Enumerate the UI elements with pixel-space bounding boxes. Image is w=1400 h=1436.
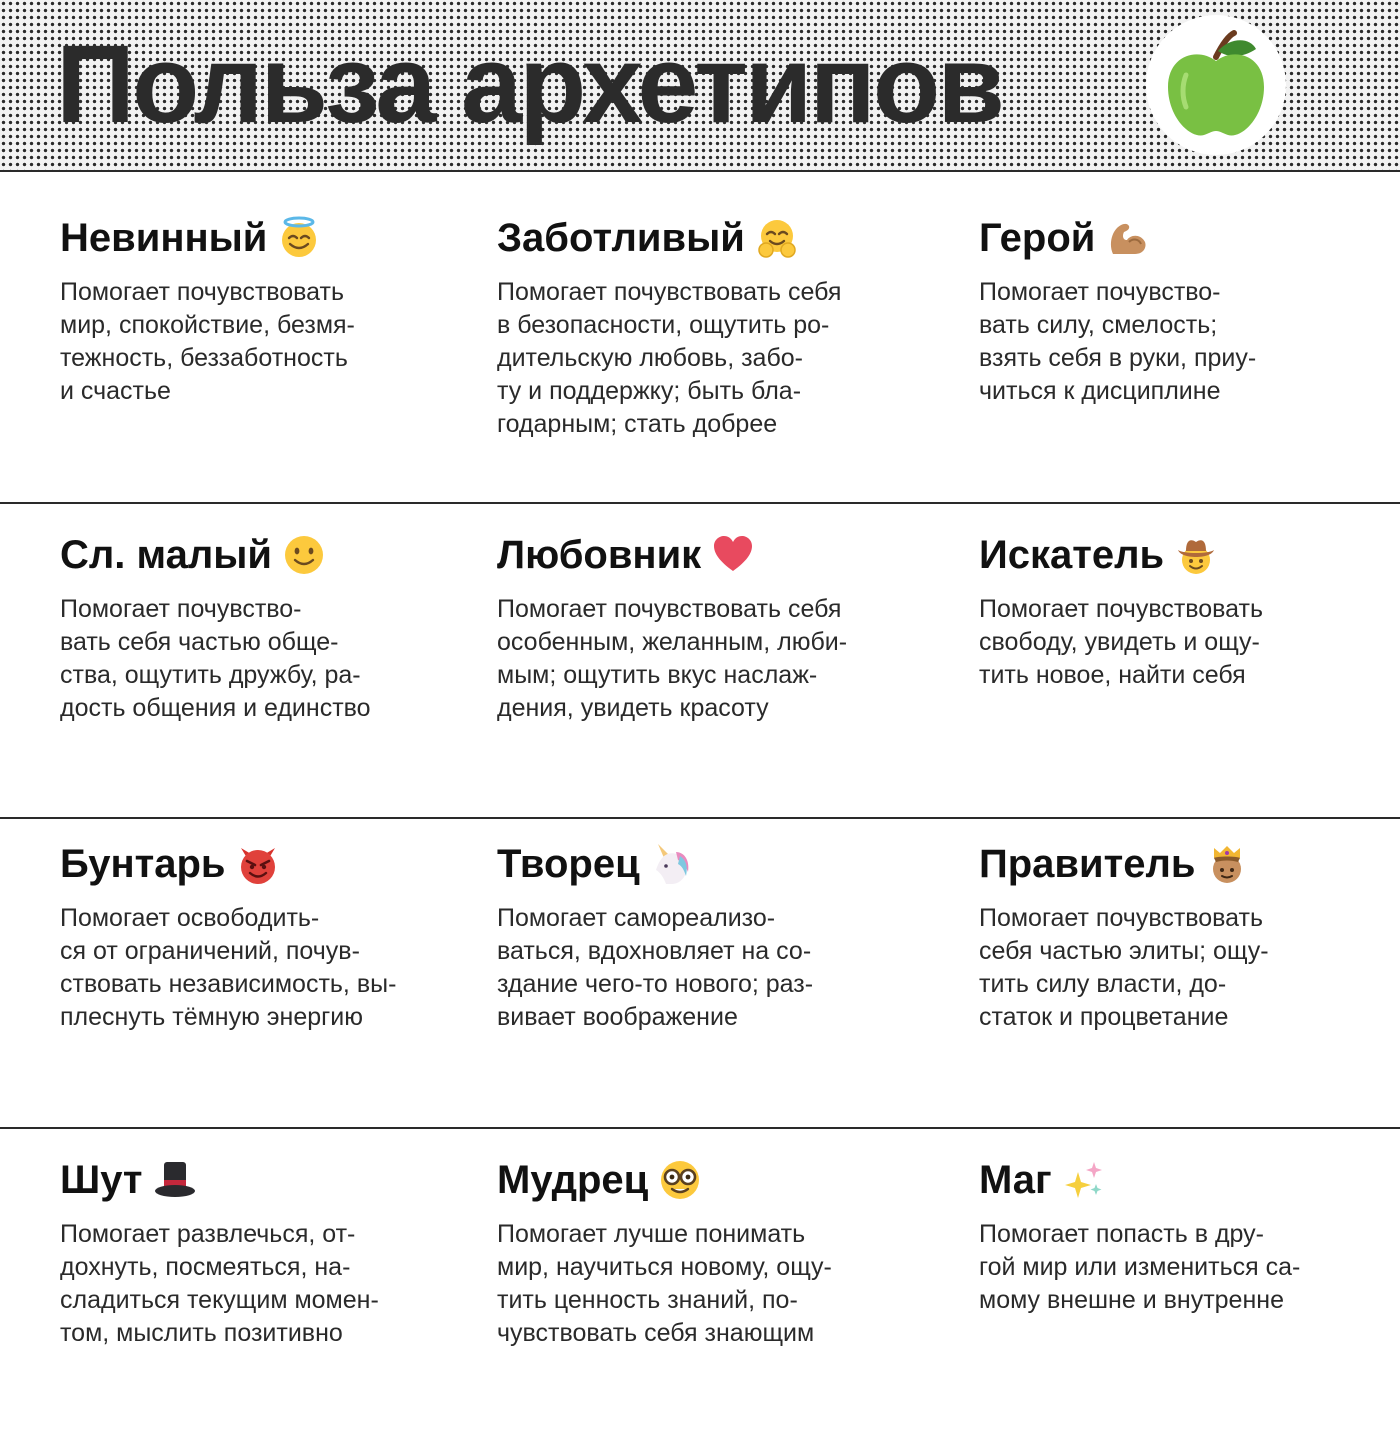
archetype-description: Помогает попасть в дру- гой мир или измениться са- мому внешне и внутренне [979,1220,1301,1314]
archetype-card-creator [497,840,937,1034]
archetype-card-innocent [60,214,480,408]
archetype-card-everyman [60,531,480,725]
archetype-card-lover [497,531,937,725]
archetype-description: Помогает почувство- вать силу, смелость; взять себя в руки, приу- читься к дисциплине [979,278,1257,405]
archetype-title [60,214,480,262]
cowboy-face-icon [1174,533,1218,577]
archetype-card-ruler [979,840,1359,1034]
row-divider [0,817,1400,819]
archetype-name: Шут [60,1158,143,1202]
archetype-name: Бунтарь [60,842,226,886]
archetype-title [979,214,1359,262]
unicorn-icon [650,842,694,886]
page-title: Польза архетипов [56,23,1002,146]
archetype-description: Помогает почувствовать свободу, увидеть и ощу- тить новое, найти себя [979,595,1264,689]
archetype-title [497,1156,937,1204]
archetype-name: Герой [979,216,1096,260]
archetype-description: Помогает почувство- вать себя частью обще- ства, ощутить дружбу, ра- дость общения и единство [60,595,371,722]
archetype-name: Заботливый [497,216,745,260]
archetype-card-caregiver [497,214,937,441]
archetype-name: Сл. малый [60,533,272,577]
archetype-description: Помогает освободить- ся от ограничений, почув- ствовать независимость, вы- плеснуть тёмную энергию [60,904,397,1031]
archetype-card-sage [497,1156,937,1350]
green-apple-icon [1146,15,1286,155]
archetype-description: Помогает почувствовать мир, спокойствие, безмя- тежность, беззаботность и счастье [60,278,355,405]
nerd-face-icon [658,1158,702,1202]
archetype-description: Помогает почувствовать себя частью элиты; ощу- тить силу власти, до- статок и процветание [979,904,1269,1031]
archetype-description: Помогает самореализо- ваться, вдохновляет на со- здание чего-то нового; раз- вивает воображение [497,904,814,1031]
archetype-name: Любовник [497,533,702,577]
archetype-name: Искатель [979,533,1165,577]
archetype-title [497,840,937,888]
heart-icon [711,533,755,577]
archetype-description: Помогает развлечься, от- дохнуть, посмеяться, на- сладиться текущим момен- том, мыслить позитивно [60,1220,379,1347]
archetype-card-jester [60,1156,480,1350]
header-banner [0,0,1400,172]
archetype-card-explorer [979,531,1359,692]
flexed-biceps-icon [1105,216,1149,260]
archetype-card-magician [979,1156,1379,1317]
archetype-title [60,840,480,888]
row-divider [0,1127,1400,1129]
archetype-title [979,840,1359,888]
archetype-description: Помогает почувствовать себя особенным, желанным, люби- мым; ощутить вкус наслаж- дения, увидеть красоту [497,595,848,722]
archetype-title [497,531,937,579]
angel-face-icon [277,216,321,260]
hugging-face-icon [755,216,799,260]
archetype-title [60,531,480,579]
top-hat-icon [153,1158,197,1202]
archetype-name: Правитель [979,842,1196,886]
sparkles-icon [1062,1158,1106,1202]
archetype-name: Мудрец [497,1158,649,1202]
archetype-title [497,214,937,262]
row-divider [0,502,1400,504]
archetype-title [60,1156,480,1204]
devil-face-icon [236,842,280,886]
archetype-name: Невинный [60,216,268,260]
archetype-description: Помогает почувствовать себя в безопасности, ощутить ро- дительскую любовь, забо- ту и поддержку; быть бла- годарным; стать добрее [497,278,842,438]
archetype-description: Помогает лучше понимать мир, научиться новому, ощу- тить ценность знаний, по- чувствовать себя знающим [497,1220,832,1347]
archetype-card-rebel [60,840,480,1034]
smiling-face-icon [282,533,326,577]
archetype-title [979,1156,1379,1204]
archetype-name: Маг [979,1158,1052,1202]
prince-crown-icon [1205,842,1249,886]
archetype-name: Творец [497,842,640,886]
archetype-card-hero [979,214,1359,408]
archetype-title [979,531,1359,579]
